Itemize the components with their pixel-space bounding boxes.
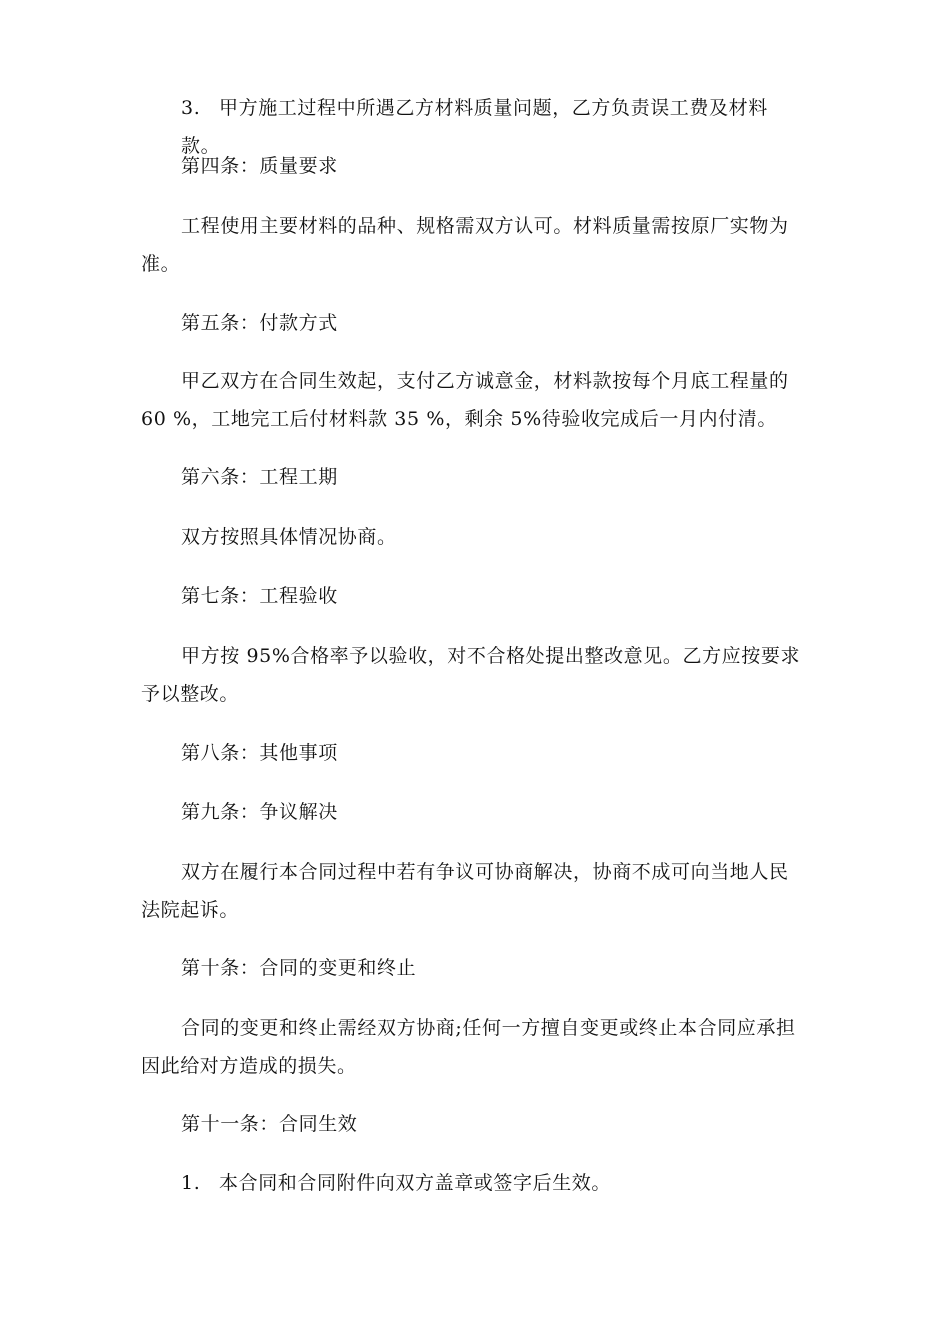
article-8-heading: 第八条：其他事项 [181, 742, 338, 764]
list-item-number: 3. [181, 97, 201, 119]
article-7-heading: 第七条：工程验收 [181, 585, 338, 607]
article-10-heading: 第十条：合同的变更和终止 [181, 957, 417, 979]
article-4-heading: 第四条：质量要求 [181, 155, 338, 177]
list-item-text: 甲方施工过程中所遇乙方材料质量问题，乙方负责误工费及材料款。 [181, 97, 768, 157]
article-9-heading: 第九条：争议解决 [181, 801, 338, 823]
article-10-body: 合同的变更和终止需经双方协商;任何一方擅自变更或终止本合同应承担因此给对方造成的损失。 [141, 1017, 796, 1077]
article-7-body: 甲方按 95%合格率予以验收，对不合格处提出整改意见。乙方应按要求予以整改。 [141, 645, 801, 705]
article-11-heading: 第十一条：合同生效 [181, 1113, 358, 1135]
list-item-number: 1. [181, 1172, 201, 1194]
article-6-heading: 第六条：工程工期 [181, 466, 338, 488]
article-4-body: 工程使用主要材料的品种、规格需双方认可。材料质量需按原厂实物为准。 [141, 215, 789, 275]
list-item-1 [141, 1164, 806, 1202]
article-5-heading: 第五条：付款方式 [181, 312, 338, 334]
article-9-body: 双方在履行本合同过程中若有争议可协商解决，协商不成可向当地人民法院起诉。 [141, 861, 789, 921]
article-5-body: 甲乙双方在合同生效起，支付乙方诚意金，材料款按每个月底工程量的60 %，工地完工后付材料款 35 %，剩余 5%待验收完成后一月内付清。 [141, 370, 789, 430]
article-6-body: 双方按照具体情况协商。 [181, 526, 397, 548]
list-item-text: 本合同和合同附件向双方盖章或签字后生效。 [219, 1172, 612, 1194]
